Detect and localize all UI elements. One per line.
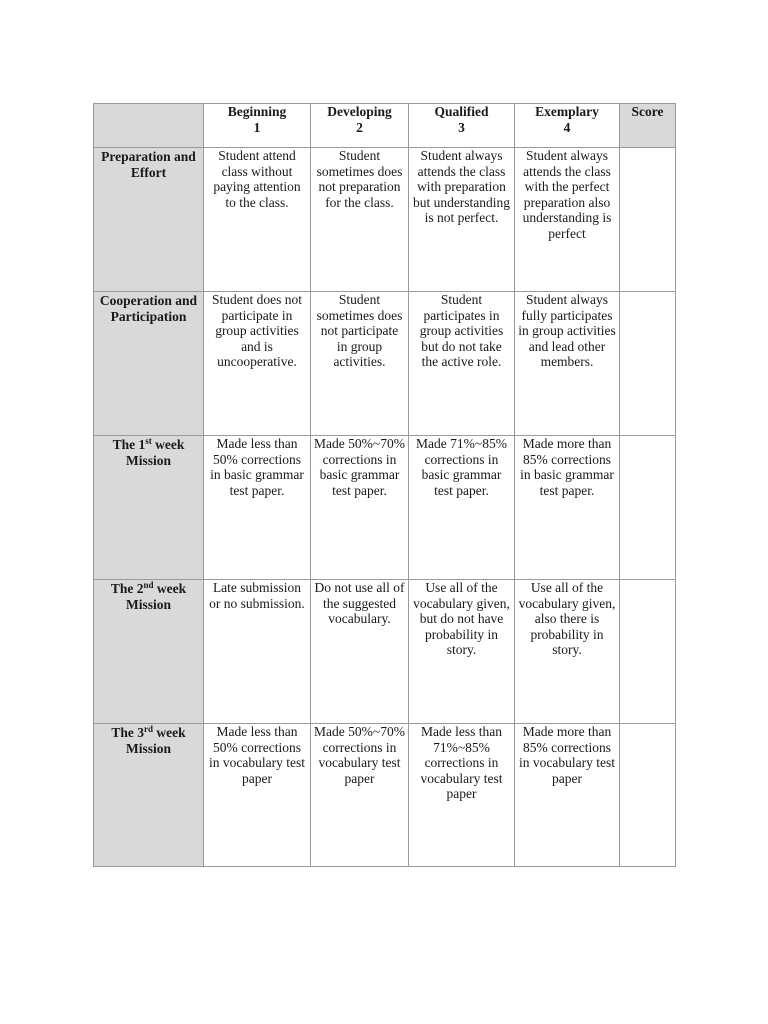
table-row <box>94 436 676 580</box>
rubric-cell: Student participates in group activities but do not take the active role. <box>409 292 515 436</box>
rubric-cell: Student always fully participates in group activities and lead other members. <box>515 292 620 436</box>
header-row <box>94 104 676 148</box>
table-row <box>94 580 676 724</box>
level-header-developing <box>311 104 409 148</box>
table-row <box>94 724 676 867</box>
level-name: Qualified <box>434 104 489 119</box>
score-cell[interactable] <box>620 292 676 436</box>
rubric-cell: Use all of the vocabulary given, also there is probability in story. <box>515 580 620 724</box>
table-row <box>94 148 676 292</box>
rubric-table <box>93 103 676 867</box>
corner-cell <box>94 104 204 148</box>
level-name: Developing <box>327 104 392 119</box>
rubric-cell: Student always attends the class with the perfect preparation also understanding is perfect <box>515 148 620 292</box>
rubric-cell: Use all of the vocabulary given, but do not have probability in story. <box>409 580 515 724</box>
criterion-label: Cooperation and Participation <box>94 292 204 436</box>
rubric-cell: Student always attends the class with preparation but understanding is not perfect. <box>409 148 515 292</box>
level-header-beginning <box>204 104 311 148</box>
rubric-cell: Student attend class without paying attention to the class. <box>204 148 311 292</box>
level-number: 1 <box>253 119 261 135</box>
criterion-label: The 2nd week Mission <box>94 580 204 724</box>
score-cell[interactable] <box>620 436 676 580</box>
rubric-cell: Made less than 50% corrections in basic grammar test paper. <box>204 436 311 580</box>
level-name: Exemplary <box>535 104 599 119</box>
rubric-cell: Made more than 85% corrections in basic grammar test paper. <box>515 436 620 580</box>
rubric-cell: Made 71%~85% corrections in basic grammar test paper. <box>409 436 515 580</box>
rubric-cell: Do not use all of the suggested vocabulary. <box>311 580 409 724</box>
rubric-cell: Made less than 71%~85% corrections in vocabulary test paper <box>409 724 515 867</box>
rubric-cell: Student does not participate in group activities and is uncooperative. <box>204 292 311 436</box>
score-cell[interactable] <box>620 580 676 724</box>
score-cell[interactable] <box>620 724 676 867</box>
score-header: Score <box>620 104 676 148</box>
rubric-cell: Made less than 50% corrections in vocabulary test paper <box>204 724 311 867</box>
rubric-cell: Student sometimes does not participate in group activities. <box>311 292 409 436</box>
score-cell[interactable] <box>620 148 676 292</box>
level-number: 3 <box>458 119 465 135</box>
level-number: 4 <box>563 119 571 135</box>
rubric-cell: Made 50%~70% corrections in vocabulary test paper <box>311 724 409 867</box>
criterion-label: The 1st week Mission <box>94 436 204 580</box>
level-header-qualified <box>409 104 515 148</box>
criterion-label: The 3rd week Mission <box>94 724 204 867</box>
rubric-cell: Made more than 85% corrections in vocabulary test paper <box>515 724 620 867</box>
criterion-label: Preparation and Effort <box>94 148 204 292</box>
table-row <box>94 292 676 436</box>
rubric-cell: Student sometimes does not preparation for the class. <box>311 148 409 292</box>
level-header-exemplary <box>515 104 620 148</box>
level-name: Beginning <box>227 104 287 119</box>
rubric-cell: Late submission or no submission. <box>204 580 311 724</box>
level-number: 2 <box>356 119 363 135</box>
rubric-cell: Made 50%~70% corrections in basic grammar test paper. <box>311 436 409 580</box>
